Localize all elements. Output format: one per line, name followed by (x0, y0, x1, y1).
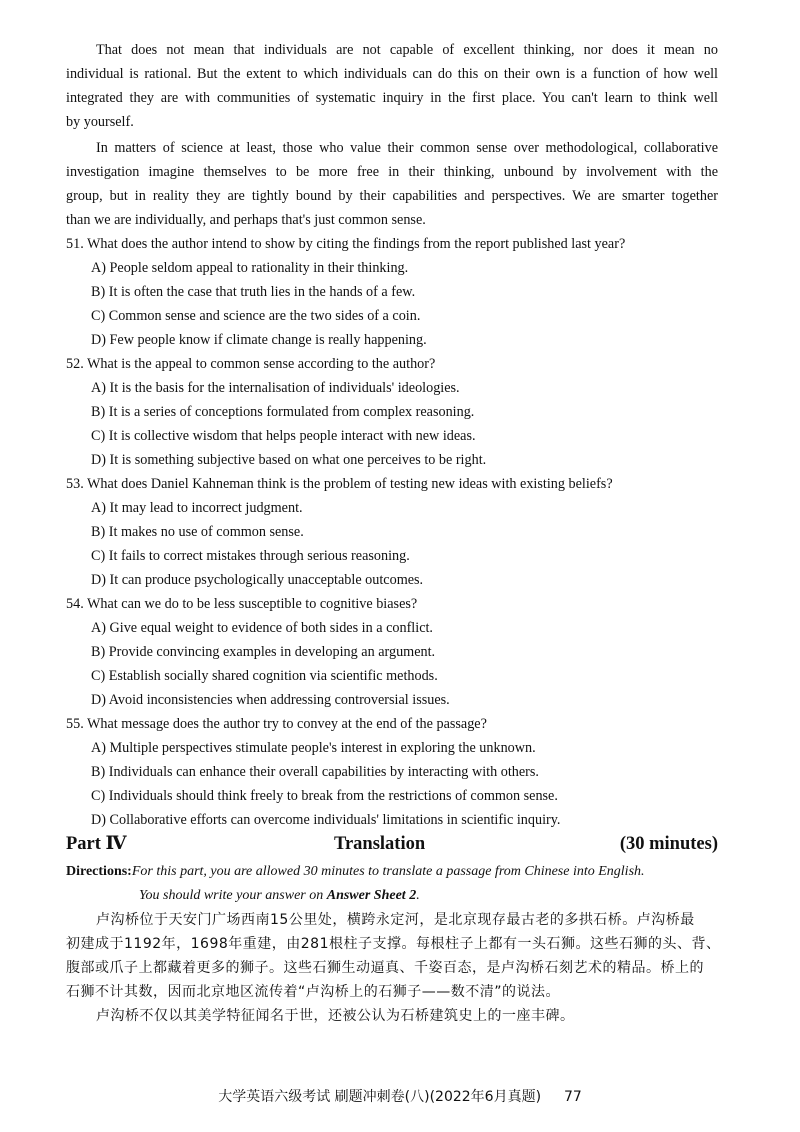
chinese-line-1: 卢沟桥位于天安门广场西南15公里处，横跨永定河，是北京现存最古老的多拱石桥。卢沟桥最 (96, 912, 695, 928)
passage-line: by yourself. (66, 114, 134, 130)
question-51-option-d: D) Few people know if climate change is really happening. (91, 332, 427, 348)
question-55-option-a: A) Multiple perspectives stimulate people's interest in exploring the unknown. (91, 740, 536, 756)
directions-line-1 (66, 860, 718, 884)
question-55-option-c: C) Individuals should think freely to break from the restrictions of common sense. (91, 788, 558, 804)
question-54-option-d: D) Avoid inconsistencies when addressing controversial issues. (91, 692, 450, 708)
passage-line: group, but in reality they are tightly bound by their capabilities and perspectives. We are smarter together (66, 188, 718, 204)
question-52-option-b: B) It is a series of conceptions formulated from complex reasoning. (91, 404, 475, 420)
question-53-option-d: D) It can produce psychologically unacceptable outcomes. (91, 572, 424, 588)
directions-line-2 (139, 884, 791, 908)
passage-line: In matters of science at least, those who value their common sense over methodological, collaborative (96, 140, 718, 156)
question-53-option-b: B) It makes no use of common sense. (91, 524, 304, 540)
question-51-option-c: C) Common sense and science are the two sides of a coin. (91, 308, 421, 324)
passage-paragraph-1 (66, 38, 718, 134)
passage-line: integrated they are with communities of systematic inquiry in the first place. You can't learn to think well (66, 90, 718, 106)
footer-title: 大学英语六级考试 刷题冲刺卷(八)(2022年6月真题) (218, 1089, 542, 1105)
part-time: (30 minutes) (619, 834, 718, 854)
question-52-stem: 52. What is the appeal to common sense according to the author? (66, 356, 436, 372)
chinese-line-2: 初建成于1192年，1698年重建，由281根柱子支撑。每根柱子上都有一头石狮。这些石狮的头、背、 (66, 936, 721, 952)
page-footer (0, 1085, 800, 1109)
question-51-option-b: B) It is often the case that truth lies in the hands of a few. (91, 284, 416, 300)
page-number: 77 (563, 1089, 582, 1105)
answer-sheet-label: Answer Sheet 2 (326, 888, 417, 903)
question-52-option-c: C) It is collective wisdom that helps people interact with new ideas. (91, 428, 476, 444)
passage-line: individual is rational. But the extent to which individuals can do this on their own is a function of how well (66, 66, 718, 82)
question-55-option-d: D) Collaborative efforts can overcome individuals' limitations in scientific inquiry. (91, 812, 561, 828)
question-51-stem: 51. What does the author intend to show by citing the findings from the report published last year? (66, 236, 626, 252)
question-53-option-a: A) It may lead to incorrect judgment. (91, 500, 303, 516)
passage-paragraph-2 (66, 136, 718, 232)
directions-text-2: You should write your answer on (139, 888, 327, 903)
question-55-stem: 55. What message does the author try to convey at the end of the passage? (66, 716, 487, 732)
question-51-option-a: A) People seldom appeal to rationality in their thinking. (91, 260, 409, 276)
question-54-stem: 54. What can we do to be less susceptible to cognitive biases? (66, 596, 418, 612)
chinese-line-4: 石狮不计其数，因而北京地区流传着“卢沟桥上的石狮子——数不清”的说法。 (66, 984, 561, 1000)
passage-line: than we are individually, and perhaps that's just common sense. (66, 212, 426, 228)
passage-line: investigation imagine themselves to be more free in their thinking, unbound by involvement with the (66, 164, 718, 180)
question-54-option-a: A) Give equal weight to evidence of both sides in a conflict. (91, 620, 433, 636)
question-52-option-a: A) It is the basis for the internalisation of individuals' ideologies. (91, 380, 460, 396)
chinese-line-5: 卢沟桥不仅以其美学特征闻名于世，还被公认为石桥建筑史上的一座丰碑。 (96, 1008, 575, 1024)
directions-text: For this part, you are allowed 30 minutes to translate a passage from Chinese into English. (131, 864, 645, 879)
directions-label: Directions: (66, 864, 132, 879)
question-53-stem: 53. What does Daniel Kahneman think is the problem of testing new ideas with existing beliefs? (66, 476, 613, 492)
directions-period: . (416, 888, 420, 903)
part-title: Translation (334, 834, 426, 854)
question-54-option-b: B) Provide convincing examples in developing an argument. (91, 644, 436, 660)
chinese-line-3: 腹部或爪子上都藏着更多的狮子。这些石狮生动逼真、千姿百态，是卢沟桥石刻艺术的精品。桥上的 (66, 960, 704, 976)
part-heading (66, 832, 718, 860)
question-55-option-b: B) Individuals can enhance their overall capabilities by interacting with others. (91, 764, 539, 780)
question-53-option-c: C) It fails to correct mistakes through serious reasoning. (91, 548, 410, 564)
question-54-option-c: C) Establish socially shared cognition via scientific methods. (91, 668, 438, 684)
part-label: Part Ⅳ (66, 834, 127, 854)
passage-line: That does not mean that individuals are not capable of excellent thinking, nor does it mean no (96, 42, 718, 58)
question-52-option-d: D) It is something subjective based on what one perceives to be right. (91, 452, 487, 468)
